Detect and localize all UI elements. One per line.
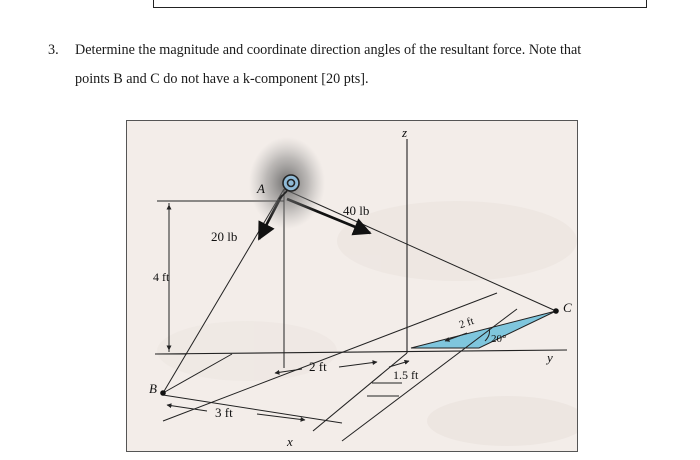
- point-B: [160, 390, 166, 396]
- dim-3ft-ext: [163, 395, 342, 423]
- label-4ft: 4 ft: [153, 270, 170, 284]
- force-diagram: [126, 120, 578, 452]
- answer-box-bottom-edge: [153, 0, 647, 8]
- label-angle: 20°: [491, 333, 507, 345]
- label-x: x: [287, 434, 293, 449]
- axes: [155, 139, 567, 431]
- label-B: B: [149, 381, 157, 396]
- label-20lb: 20 lb: [211, 229, 238, 244]
- label-2ft-x: 2 ft: [309, 359, 327, 374]
- problem-line-2: points B and C do not have a k-component [20 pts].: [75, 71, 369, 87]
- label-1-5ft: 1.5 ft: [393, 368, 419, 382]
- label-A: A: [257, 181, 265, 196]
- problem-text: [75, 36, 688, 94]
- label-3ft: 3 ft: [215, 405, 233, 420]
- problem-line-1: Determine the magnitude and coordinate direction angles of the resultant force. Note that: [75, 42, 582, 58]
- label-C: C: [563, 300, 572, 315]
- problem-number: 3.: [48, 42, 59, 58]
- problem-statement: [48, 36, 688, 94]
- label-y: y: [547, 350, 553, 365]
- force-diagram-svg: [127, 121, 578, 452]
- shaded-triangle: [411, 311, 556, 348]
- label-2ft-c: 2 ft: [457, 315, 476, 332]
- point-C: [553, 308, 559, 314]
- label-z: z: [402, 125, 408, 140]
- label-40lb: 40 lb: [343, 203, 370, 218]
